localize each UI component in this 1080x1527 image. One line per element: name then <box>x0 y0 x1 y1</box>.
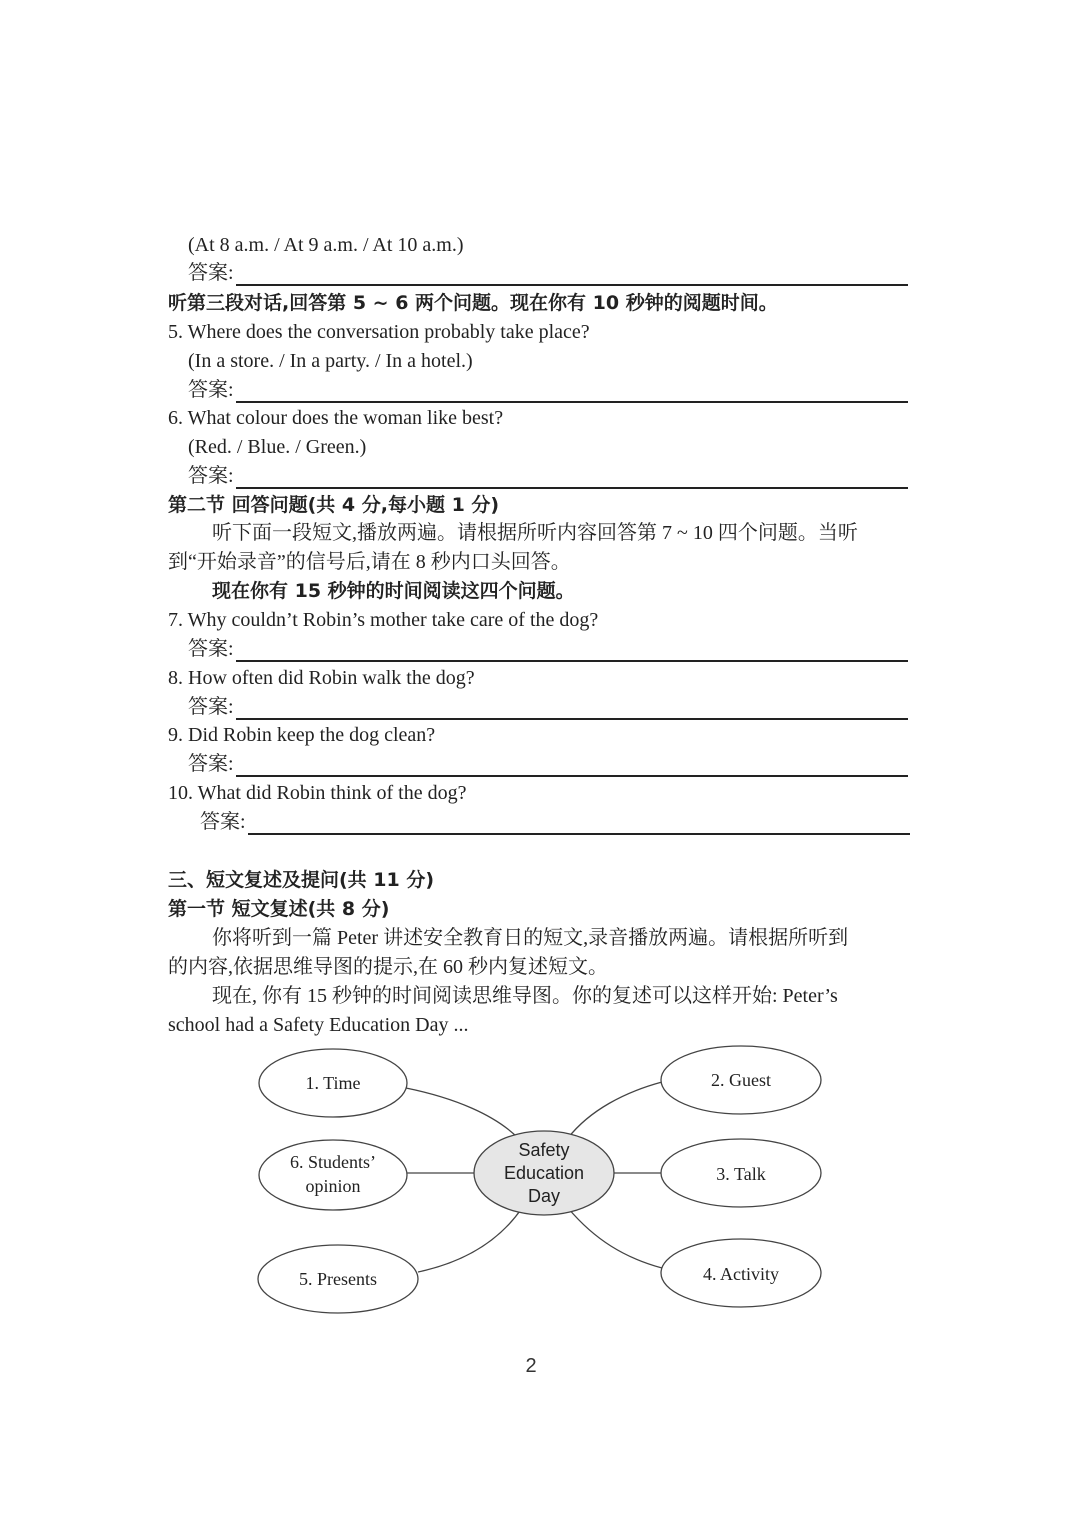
connector-time <box>406 1088 518 1138</box>
q9-answer-field[interactable] <box>188 751 908 777</box>
mind-map-diagram <box>250 1040 830 1325</box>
page-number: 2 <box>525 1355 537 1377</box>
connector-presents <box>418 1208 522 1272</box>
q6-answer-field[interactable] <box>188 463 908 489</box>
answer-label: 答案: <box>188 379 234 401</box>
part2-instruction-line2: 到“开始录音”的信号后,请在 8 秒内口头回答。 <box>168 551 571 573</box>
answer-line[interactable] <box>236 389 908 403</box>
section3-part1-heading: 第一节 短文复述(共 8 分) <box>168 898 390 920</box>
answer-line[interactable] <box>236 648 908 662</box>
answer-label: 答案: <box>188 638 234 660</box>
q5-answer-field[interactable] <box>188 377 908 403</box>
answer-line[interactable] <box>248 821 910 835</box>
q8-question: 8. How often did Robin walk the dog? <box>168 667 475 689</box>
part2-reading-time: 现在你有 15 秒钟的时间阅读这四个问题。 <box>212 580 575 602</box>
answer-line[interactable] <box>236 475 908 489</box>
section3-para2-line1: 现在, 你有 15 秒钟的时间阅读思维导图。你的复述可以这样开始: Peter’s <box>212 985 838 1007</box>
q10-question: 10. What did Robin think of the dog? <box>168 782 467 804</box>
node-time-label: 1. Time <box>305 1073 361 1093</box>
connector-guest <box>568 1082 662 1138</box>
section3-para1-line1: 你将听到一篇 Peter 讲述安全教育日的短文,录音播放两遍。请根据所听到 <box>212 927 849 949</box>
connector-activity <box>568 1208 662 1268</box>
node-opinion-label-2: opinion <box>305 1176 361 1196</box>
q6-options: (Red. / Blue. / Green.) <box>188 436 367 458</box>
answer-line[interactable] <box>236 706 908 720</box>
answer-label: 答案: <box>200 811 246 833</box>
answer-line[interactable] <box>236 763 908 777</box>
q6-question: 6. What colour does the woman like best? <box>168 407 504 429</box>
answer-label: 答案: <box>188 753 234 775</box>
answer-line[interactable] <box>236 272 908 286</box>
q5-question: 5. Where does the conversation probably take place? <box>168 321 590 343</box>
node-center-label-3: Day <box>527 1186 561 1206</box>
answer-label: 答案: <box>188 696 234 718</box>
q7-question: 7. Why couldn’t Robin’s mother take care of the dog? <box>168 609 599 631</box>
node-opinion-label-1: 6. Students’ <box>289 1152 377 1172</box>
node-center-label-1: Safety <box>518 1140 570 1160</box>
q4-options: (At 8 a.m. / At 9 a.m. / At 10 a.m.) <box>188 234 464 256</box>
section3-para1-line2: 的内容,依据思维导图的提示,在 60 秒内复述短文。 <box>168 956 608 978</box>
node-opinion <box>259 1140 407 1210</box>
q7-answer-field[interactable] <box>188 636 908 662</box>
node-center-label-2: Education <box>503 1163 585 1183</box>
answer-label: 答案: <box>188 262 234 284</box>
q10-answer-field[interactable] <box>200 809 910 835</box>
part2-heading: 第二节 回答问题(共 4 分,每小题 1 分) <box>168 494 500 516</box>
node-activity-label: 4. Activity <box>703 1264 779 1284</box>
answer-label: 答案: <box>188 465 234 487</box>
node-talk-label: 3. Talk <box>716 1164 766 1184</box>
section3-para2-line2: school had a Safety Education Day ... <box>168 1014 469 1036</box>
part3-instruction: 听第三段对话,回答第 5 ~ 6 两个问题。现在你有 10 秒钟的阅题时间。 <box>168 292 778 314</box>
q8-answer-field[interactable] <box>188 694 908 720</box>
node-presents-label: 5. Presents <box>299 1269 377 1289</box>
part2-instruction-line1: 听下面一段短文,播放两遍。请根据所听内容回答第 7 ~ 10 四个问题。当听 <box>212 522 858 544</box>
q9-question: 9. Did Robin keep the dog clean? <box>168 724 436 746</box>
node-guest-label: 2. Guest <box>711 1070 771 1090</box>
q5-options: (In a store. / In a party. / In a hotel.) <box>188 350 473 372</box>
section3-heading: 三、短文复述及提问(共 11 分) <box>168 869 435 891</box>
q4-answer-field[interactable] <box>188 260 908 286</box>
mind-map <box>250 1040 830 1325</box>
